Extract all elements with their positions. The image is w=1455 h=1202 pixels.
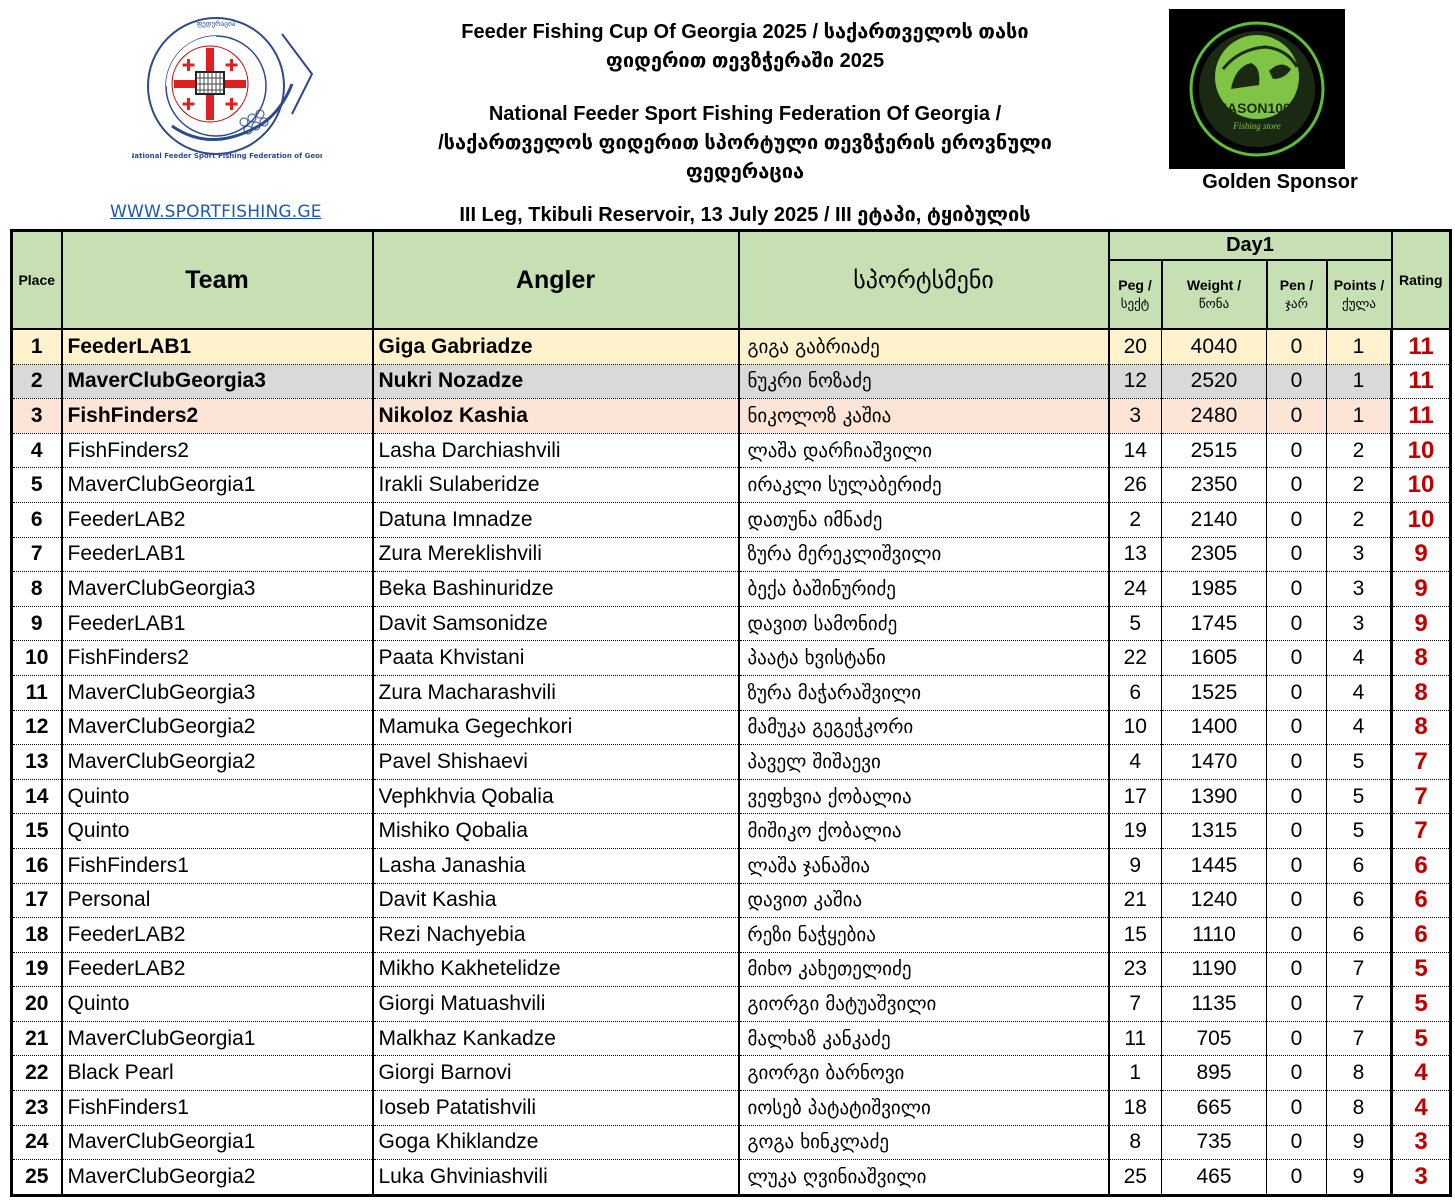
place-cell: 1	[12, 329, 62, 364]
points-cell: 2	[1327, 468, 1392, 503]
place-cell: 10	[12, 641, 62, 676]
points-cell: 1	[1327, 329, 1392, 364]
peg-cell: 13	[1109, 537, 1162, 572]
pen-cell: 0	[1267, 883, 1327, 918]
team-cell: FishFinders2	[62, 433, 373, 468]
weight-cell: 2515	[1162, 433, 1267, 468]
results-body	[12, 329, 1451, 1195]
angler-geo-cell: რეზი ნაჭყებია	[739, 918, 1109, 953]
pen-cell: 0	[1267, 918, 1327, 953]
place-cell: 25	[12, 1160, 62, 1196]
pen-cell: 0	[1267, 641, 1327, 676]
weight-cell: 1745	[1162, 606, 1267, 641]
rating-cell: 10	[1392, 468, 1451, 503]
points-cell: 6	[1327, 883, 1392, 918]
team-cell: Black Pearl	[62, 1056, 373, 1091]
angler-cell: Mikho Kakhetelidze	[373, 952, 739, 987]
weight-cell: 2140	[1162, 502, 1267, 537]
table-row	[12, 364, 1451, 399]
pen-cell: 0	[1267, 537, 1327, 572]
points-cell: 2	[1327, 502, 1392, 537]
pen-cell: 0	[1267, 848, 1327, 883]
points-cell: 8	[1327, 1091, 1392, 1126]
points-cell: 6	[1327, 848, 1392, 883]
team-cell: Quinto	[62, 779, 373, 814]
place-cell: 17	[12, 883, 62, 918]
rating-cell: 9	[1392, 606, 1451, 641]
svg-text:National Feeder Sport Fishing: National Feeder Sport Fishing Federation of Georgia	[132, 152, 322, 160]
col-pen: Pen / ჯარ	[1267, 260, 1327, 329]
federation-name-line3: ფედერაცია	[685, 161, 805, 183]
angler-cell: Nukri Nozadze	[373, 364, 739, 399]
federation-logo	[132, 14, 322, 164]
peg-cell: 9	[1109, 848, 1162, 883]
pen-cell: 0	[1267, 399, 1327, 434]
weight-cell: 2480	[1162, 399, 1267, 434]
points-cell: 5	[1327, 814, 1392, 849]
peg-cell: 17	[1109, 779, 1162, 814]
table-row	[12, 572, 1451, 607]
team-cell: MaverClubGeorgia3	[62, 364, 373, 399]
points-cell: 9	[1327, 1125, 1392, 1160]
angler-geo-cell: ლუკა ღვინიაშვილი	[739, 1160, 1109, 1196]
place-cell: 18	[12, 918, 62, 953]
place-cell: 13	[12, 745, 62, 780]
table-row	[12, 399, 1451, 434]
angler-geo-cell: იოსებ პატატიშვილი	[739, 1091, 1109, 1126]
sponsor-label: Golden Sponsor	[1202, 171, 1358, 193]
place-cell: 9	[12, 606, 62, 641]
rating-cell: 8	[1392, 675, 1451, 710]
team-cell: FishFinders2	[62, 641, 373, 676]
angler-geo-cell: პაატა ხვისტანი	[739, 641, 1109, 676]
weight-cell: 1390	[1162, 779, 1267, 814]
event-leg: III Leg, Tkibuli Reservoir, 13 July 2025 / III ეტაპი, ტყიბულის	[459, 204, 1031, 226]
table-row	[12, 952, 1451, 987]
pen-cell: 0	[1267, 502, 1327, 537]
place-cell: 15	[12, 814, 62, 849]
pen-cell: 0	[1267, 364, 1327, 399]
table-row	[12, 745, 1451, 780]
col-day1: Day1	[1109, 231, 1392, 261]
place-cell: 12	[12, 710, 62, 745]
place-cell: 24	[12, 1125, 62, 1160]
angler-geo-cell: დავით სამონიძე	[739, 606, 1109, 641]
team-cell: FishFinders2	[62, 399, 373, 434]
table-row	[12, 1091, 1451, 1126]
rating-cell: 6	[1392, 883, 1451, 918]
angler-cell: Pavel Shishaevi	[373, 745, 739, 780]
rating-cell: 10	[1392, 502, 1451, 537]
table-row	[12, 675, 1451, 710]
pen-cell: 0	[1267, 433, 1327, 468]
peg-cell: 10	[1109, 710, 1162, 745]
rating-cell: 5	[1392, 987, 1451, 1022]
points-cell: 9	[1327, 1160, 1392, 1196]
weight-cell: 1525	[1162, 675, 1267, 710]
col-points: Points / ქულა	[1327, 260, 1392, 329]
weight-cell: 1605	[1162, 641, 1267, 676]
pen-cell: 0	[1267, 745, 1327, 780]
table-row	[12, 329, 1451, 364]
team-cell: FeederLAB1	[62, 606, 373, 641]
peg-cell: 4	[1109, 745, 1162, 780]
weight-cell: 2350	[1162, 468, 1267, 503]
pen-cell: 0	[1267, 710, 1327, 745]
team-cell: MaverClubGeorgia3	[62, 572, 373, 607]
team-cell: Personal	[62, 883, 373, 918]
rating-cell: 3	[1392, 1160, 1451, 1196]
angler-cell: Mamuka Gegechkori	[373, 710, 739, 745]
points-cell: 3	[1327, 537, 1392, 572]
angler-cell: Datuna Imnadze	[373, 502, 739, 537]
peg-cell: 2	[1109, 502, 1162, 537]
angler-geo-cell: ირაკლი სულაბერიძე	[739, 468, 1109, 503]
page-title-line2: ფიდერით თევზჭერაში 2025	[605, 50, 885, 72]
sponsor-brand: IASON100	[1223, 100, 1291, 116]
table-row	[12, 1160, 1451, 1196]
rating-cell: 7	[1392, 745, 1451, 780]
table-row	[12, 606, 1451, 641]
angler-cell: Lasha Darchiashvili	[373, 433, 739, 468]
angler-cell: Malkhaz Kankadze	[373, 1021, 739, 1056]
weight-cell: 1315	[1162, 814, 1267, 849]
peg-cell: 5	[1109, 606, 1162, 641]
weight-cell: 1400	[1162, 710, 1267, 745]
table-row	[12, 848, 1451, 883]
place-cell: 16	[12, 848, 62, 883]
team-cell: MaverClubGeorgia2	[62, 745, 373, 780]
points-cell: 4	[1327, 675, 1392, 710]
angler-cell: Giga Gabriadze	[373, 329, 739, 364]
weight-cell: 1135	[1162, 987, 1267, 1022]
table-row	[12, 710, 1451, 745]
peg-cell: 15	[1109, 918, 1162, 953]
points-cell: 3	[1327, 606, 1392, 641]
rating-cell: 11	[1392, 399, 1451, 434]
rating-cell: 9	[1392, 537, 1451, 572]
angler-cell: Giorgi Matuashvili	[373, 987, 739, 1022]
points-cell: 5	[1327, 779, 1392, 814]
col-weight: Weight / წონა	[1162, 260, 1267, 329]
col-angler-geo: სპორტსმენი	[739, 231, 1109, 330]
team-cell: FeederLAB1	[62, 329, 373, 364]
table-row	[12, 918, 1451, 953]
angler-cell: Ioseb Patatishvili	[373, 1091, 739, 1126]
table-row	[12, 1021, 1451, 1056]
rating-cell: 11	[1392, 364, 1451, 399]
weight-cell: 1985	[1162, 572, 1267, 607]
rating-cell: 7	[1392, 814, 1451, 849]
peg-cell: 22	[1109, 641, 1162, 676]
rating-cell: 6	[1392, 918, 1451, 953]
angler-geo-cell: დათუნა იმნაძე	[739, 502, 1109, 537]
col-place: Place	[12, 231, 62, 330]
angler-geo-cell: ნუკრი ნოზაძე	[739, 364, 1109, 399]
pen-cell: 0	[1267, 1021, 1327, 1056]
team-cell: FishFinders1	[62, 1091, 373, 1126]
rating-cell: 5	[1392, 1021, 1451, 1056]
weight-cell: 4040	[1162, 329, 1267, 364]
weight-cell: 1470	[1162, 745, 1267, 780]
col-peg: Peg / სექტ	[1109, 260, 1162, 329]
peg-cell: 25	[1109, 1160, 1162, 1196]
pen-cell: 0	[1267, 606, 1327, 641]
pen-cell: 0	[1267, 779, 1327, 814]
rating-cell: 9	[1392, 572, 1451, 607]
place-cell: 8	[12, 572, 62, 607]
team-cell: MaverClubGeorgia3	[62, 675, 373, 710]
sponsor-tagline: Fishing store	[1233, 121, 1281, 131]
weight-cell: 665	[1162, 1091, 1267, 1126]
angler-cell: Rezi Nachyebia	[373, 918, 739, 953]
rating-cell: 10	[1392, 433, 1451, 468]
points-cell: 1	[1327, 364, 1392, 399]
pen-cell: 0	[1267, 1125, 1327, 1160]
peg-cell: 12	[1109, 364, 1162, 399]
team-cell: FeederLAB2	[62, 502, 373, 537]
team-cell: FeederLAB2	[62, 952, 373, 987]
points-cell: 6	[1327, 918, 1392, 953]
peg-cell: 24	[1109, 572, 1162, 607]
table-row	[12, 641, 1451, 676]
pen-cell: 0	[1267, 1160, 1327, 1196]
table-row	[12, 814, 1451, 849]
angler-cell: Davit Kashia	[373, 883, 739, 918]
angler-geo-cell: ბექა ბაშინურიძე	[739, 572, 1109, 607]
angler-cell: Lasha Janashia	[373, 848, 739, 883]
weight-cell: 1445	[1162, 848, 1267, 883]
weight-cell: 465	[1162, 1160, 1267, 1196]
angler-cell: Beka Bashinuridze	[373, 572, 739, 607]
rating-cell: 3	[1392, 1125, 1451, 1160]
angler-geo-cell: გიგა გაბრიაძე	[739, 329, 1109, 364]
points-cell: 4	[1327, 641, 1392, 676]
points-cell: 7	[1327, 1021, 1392, 1056]
rating-cell: 8	[1392, 641, 1451, 676]
col-team: Team	[62, 231, 373, 330]
place-cell: 21	[12, 1021, 62, 1056]
table-row	[12, 1125, 1451, 1160]
table-row	[12, 779, 1451, 814]
points-cell: 4	[1327, 710, 1392, 745]
website-link[interactable]: WWW.SPORTFISHING.GE	[110, 202, 322, 222]
team-cell: MaverClubGeorgia1	[62, 1125, 373, 1160]
rating-cell: 11	[1392, 329, 1451, 364]
table-row	[12, 502, 1451, 537]
peg-cell: 1	[1109, 1056, 1162, 1091]
pen-cell: 0	[1267, 1091, 1327, 1126]
rating-cell: 4	[1392, 1056, 1451, 1091]
rating-cell: 4	[1392, 1091, 1451, 1126]
team-cell: Quinto	[62, 814, 373, 849]
peg-cell: 8	[1109, 1125, 1162, 1160]
peg-cell: 6	[1109, 675, 1162, 710]
points-cell: 7	[1327, 952, 1392, 987]
weight-cell: 1110	[1162, 918, 1267, 953]
place-cell: 14	[12, 779, 62, 814]
place-cell: 23	[12, 1091, 62, 1126]
angler-cell: Paata Khvistani	[373, 641, 739, 676]
peg-cell: 7	[1109, 987, 1162, 1022]
pen-cell: 0	[1267, 468, 1327, 503]
angler-cell: Mishiko Qobalia	[373, 814, 739, 849]
peg-cell: 18	[1109, 1091, 1162, 1126]
angler-geo-cell: ლაშა ჯანაშია	[739, 848, 1109, 883]
team-cell: MaverClubGeorgia2	[62, 710, 373, 745]
angler-geo-cell: დავით კაშია	[739, 883, 1109, 918]
peg-cell: 11	[1109, 1021, 1162, 1056]
col-angler: Angler	[373, 231, 739, 330]
peg-cell: 3	[1109, 399, 1162, 434]
angler-geo-cell: ვეფხვია ქობალია	[739, 779, 1109, 814]
team-cell: Quinto	[62, 987, 373, 1022]
weight-cell: 1190	[1162, 952, 1267, 987]
peg-cell: 23	[1109, 952, 1162, 987]
angler-geo-cell: ზურა მერეკლიშვილი	[739, 537, 1109, 572]
place-cell: 3	[12, 399, 62, 434]
team-cell: FeederLAB1	[62, 537, 373, 572]
team-cell: MaverClubGeorgia1	[62, 468, 373, 503]
peg-cell: 21	[1109, 883, 1162, 918]
peg-cell: 19	[1109, 814, 1162, 849]
angler-geo-cell: ნიკოლოზ კაშია	[739, 399, 1109, 434]
peg-cell: 26	[1109, 468, 1162, 503]
angler-geo-cell: მამუკა გეგეჭკორი	[739, 710, 1109, 745]
sponsor-logo	[1169, 9, 1345, 169]
team-cell: FeederLAB2	[62, 918, 373, 953]
federation-name: National Feeder Sport Fishing Federation Of Georgia /	[488, 103, 1002, 125]
team-cell: FishFinders1	[62, 848, 373, 883]
table-row	[12, 987, 1451, 1022]
place-cell: 7	[12, 537, 62, 572]
place-cell: 6	[12, 502, 62, 537]
points-cell: 2	[1327, 433, 1392, 468]
pen-cell: 0	[1267, 329, 1327, 364]
table-row	[12, 1056, 1451, 1091]
place-cell: 2	[12, 364, 62, 399]
page-title: Feeder Fishing Cup Of Georgia 2025 / საქართველოს თასი	[461, 21, 1029, 43]
angler-geo-cell: გოგა ხინკლაძე	[739, 1125, 1109, 1160]
weight-cell: 1240	[1162, 883, 1267, 918]
weight-cell: 2520	[1162, 364, 1267, 399]
angler-cell: Giorgi Barnovi	[373, 1056, 739, 1091]
angler-geo-cell: მიხო კახეთელიძე	[739, 952, 1109, 987]
results-table	[10, 229, 1452, 1197]
rating-cell: 8	[1392, 710, 1451, 745]
rating-cell: 6	[1392, 848, 1451, 883]
angler-cell: Luka Ghviniashvili	[373, 1160, 739, 1196]
angler-cell: Zura Macharashvili	[373, 675, 739, 710]
team-cell: MaverClubGeorgia1	[62, 1021, 373, 1056]
weight-cell: 735	[1162, 1125, 1267, 1160]
angler-geo-cell: მალხაზ კანკაძე	[739, 1021, 1109, 1056]
angler-geo-cell: პაველ შიშაევი	[739, 745, 1109, 780]
angler-geo-cell: ლაშა დარჩიაშვილი	[739, 433, 1109, 468]
points-cell: 8	[1327, 1056, 1392, 1091]
angler-geo-cell: ზურა მაჭარაშვილი	[739, 675, 1109, 710]
col-rating: Rating	[1392, 231, 1451, 330]
pen-cell: 0	[1267, 1056, 1327, 1091]
weight-cell: 2305	[1162, 537, 1267, 572]
angler-geo-cell: გიორგი მატუაშვილი	[739, 987, 1109, 1022]
place-cell: 20	[12, 987, 62, 1022]
points-cell: 7	[1327, 987, 1392, 1022]
svg-text:ფედერაცია: ფედერაცია	[196, 20, 236, 28]
table-row	[12, 468, 1451, 503]
place-cell: 11	[12, 675, 62, 710]
points-cell: 5	[1327, 745, 1392, 780]
rating-cell: 5	[1392, 952, 1451, 987]
peg-cell: 20	[1109, 329, 1162, 364]
angler-cell: Goga Khiklandze	[373, 1125, 739, 1160]
place-cell: 4	[12, 433, 62, 468]
rating-cell: 7	[1392, 779, 1451, 814]
table-row	[12, 433, 1451, 468]
place-cell: 22	[12, 1056, 62, 1091]
angler-geo-cell: მიშიკო ქობალია	[739, 814, 1109, 849]
pen-cell: 0	[1267, 572, 1327, 607]
weight-cell: 895	[1162, 1056, 1267, 1091]
angler-cell: Davit Samsonidze	[373, 606, 739, 641]
table-row	[12, 537, 1451, 572]
pen-cell: 0	[1267, 814, 1327, 849]
angler-cell: Nikoloz Kashia	[373, 399, 739, 434]
place-cell: 5	[12, 468, 62, 503]
points-cell: 3	[1327, 572, 1392, 607]
pen-cell: 0	[1267, 952, 1327, 987]
angler-cell: Zura Mereklishvili	[373, 537, 739, 572]
weight-cell: 705	[1162, 1021, 1267, 1056]
place-cell: 19	[12, 952, 62, 987]
points-cell: 1	[1327, 399, 1392, 434]
team-cell: MaverClubGeorgia2	[62, 1160, 373, 1196]
federation-name-line2: /საქართველოს ფიდერით სპორტული თევზჭერის ეროვნული	[438, 132, 1052, 154]
pen-cell: 0	[1267, 987, 1327, 1022]
angler-cell: Vephkhvia Qobalia	[373, 779, 739, 814]
table-row	[12, 883, 1451, 918]
angler-geo-cell: გიორგი ბარნოვი	[739, 1056, 1109, 1091]
pen-cell: 0	[1267, 675, 1327, 710]
peg-cell: 14	[1109, 433, 1162, 468]
angler-cell: Irakli Sulaberidze	[373, 468, 739, 503]
